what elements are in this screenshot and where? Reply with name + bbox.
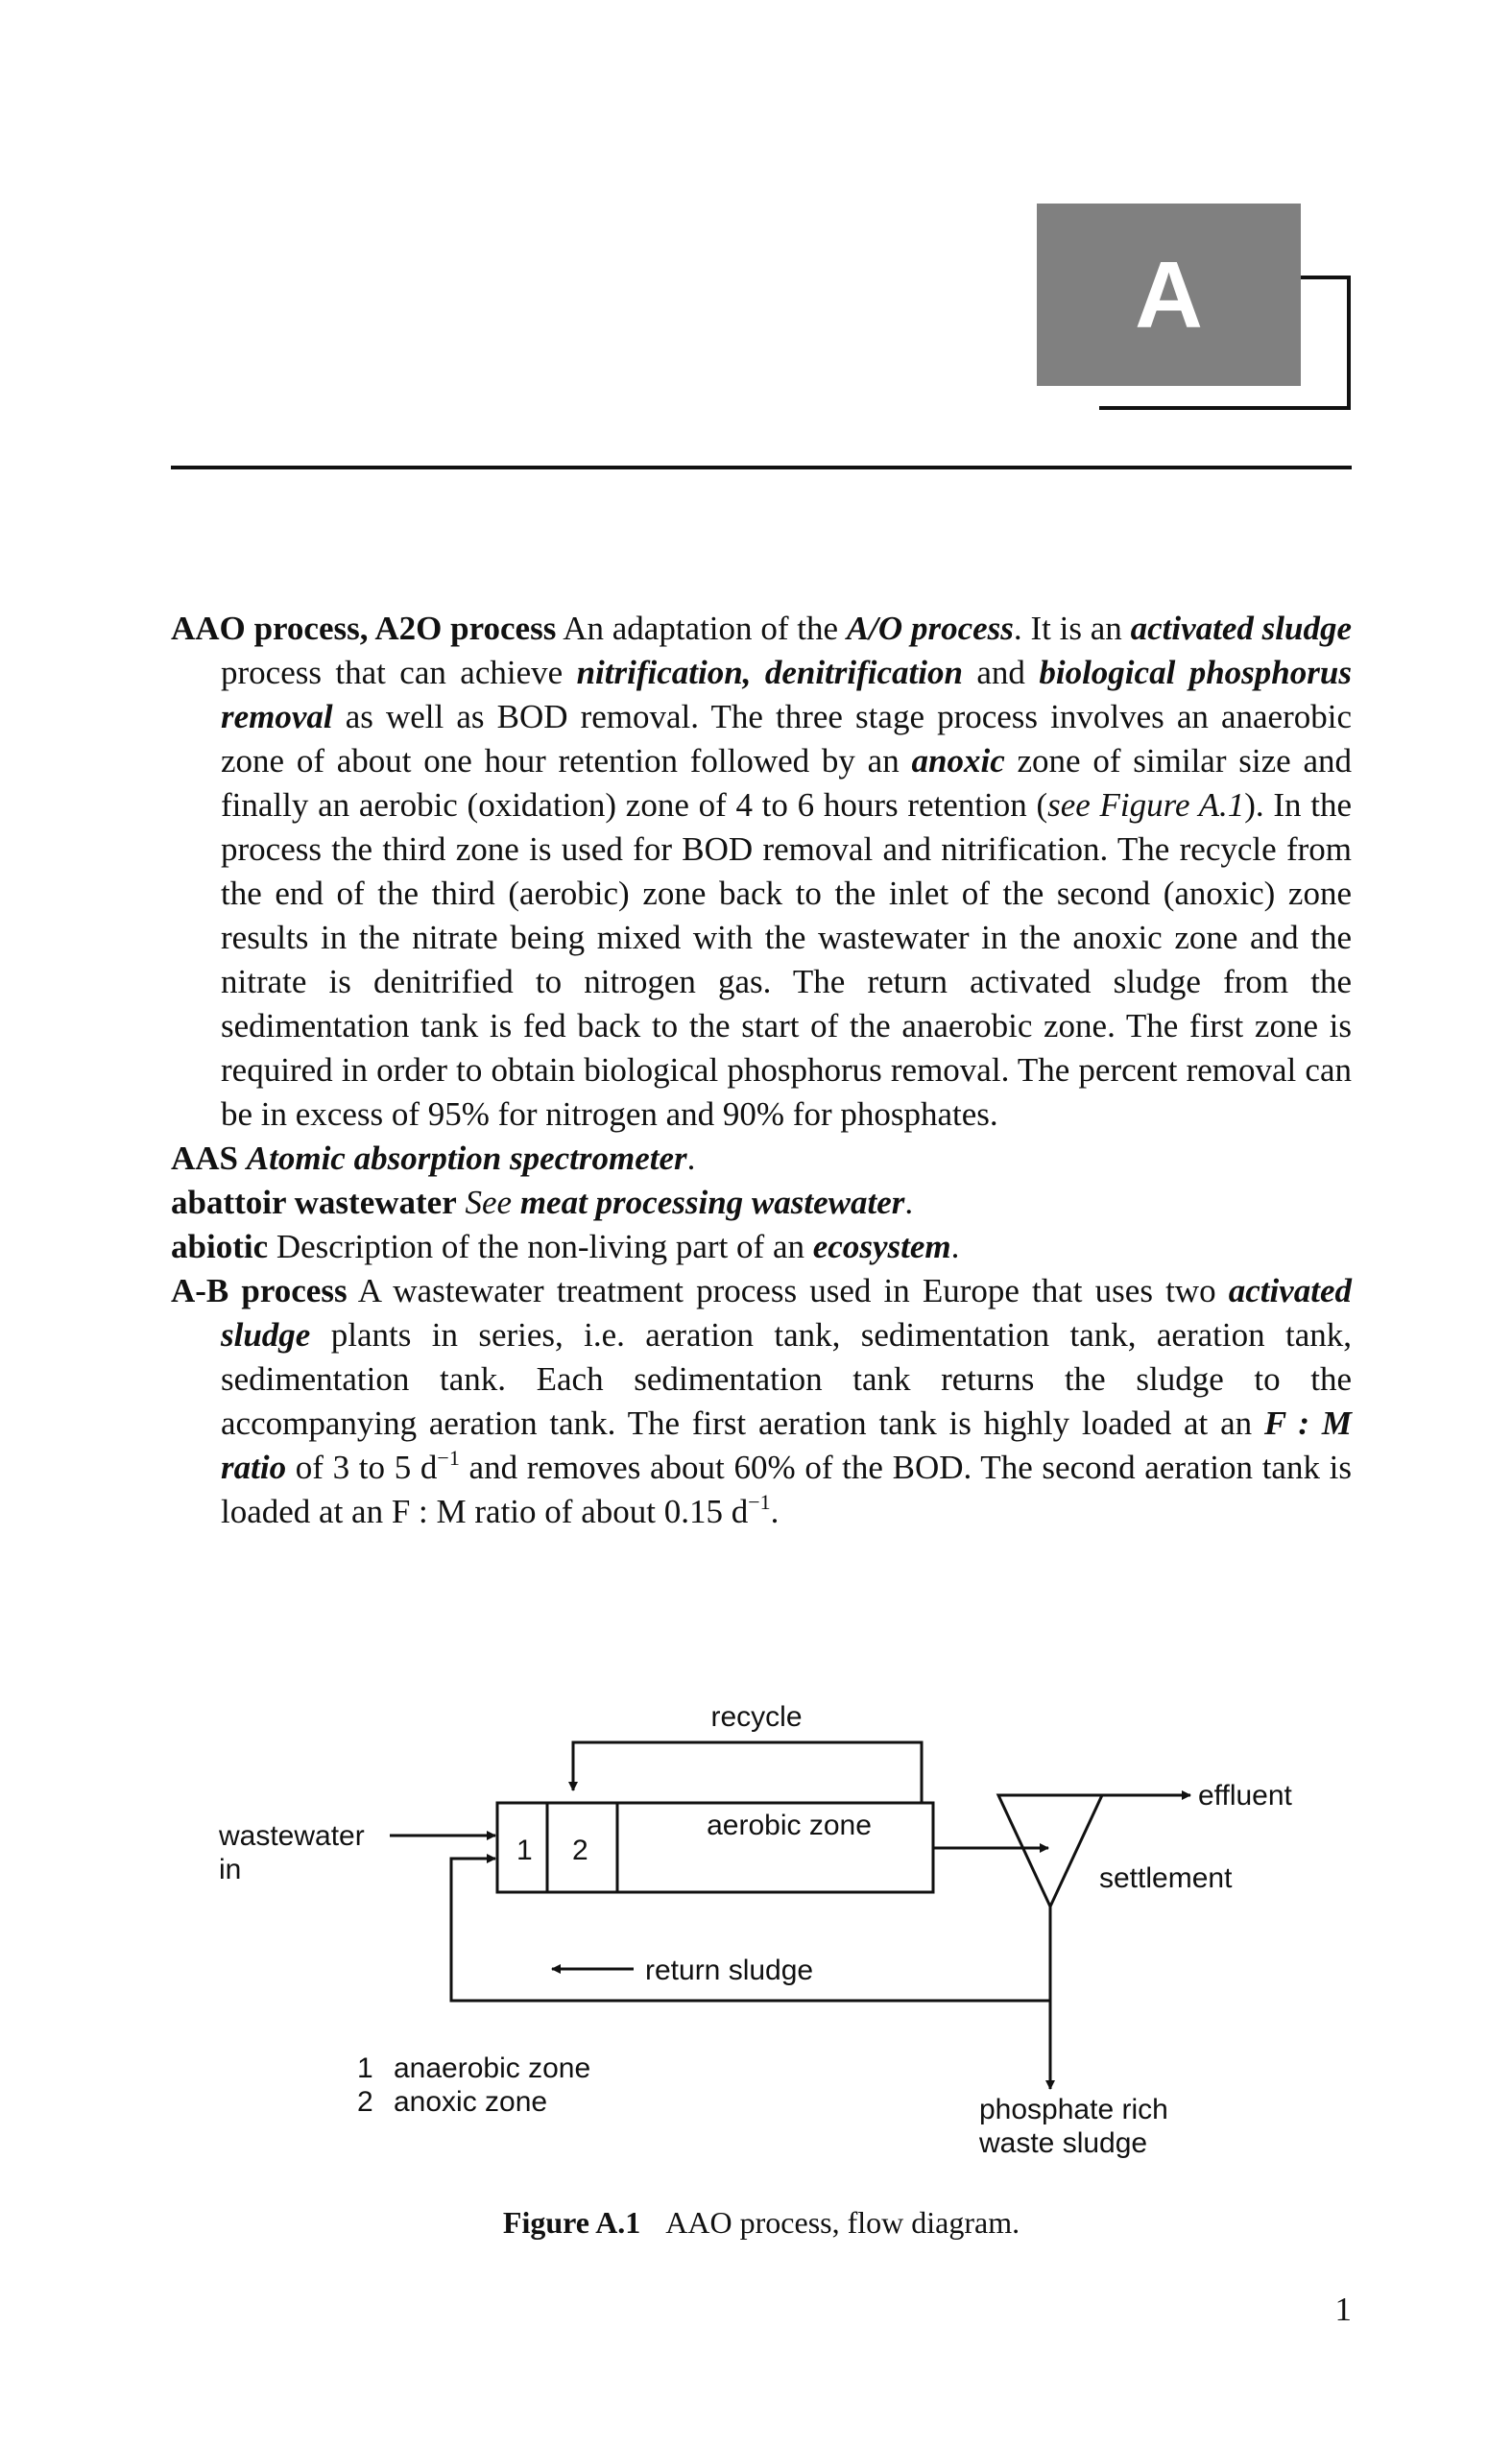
headword: AAS <box>171 1140 239 1177</box>
entry-aas <box>171 1137 1352 1181</box>
settlement-label: settlement <box>1099 1862 1233 1894</box>
legend-2-text: anoxic zone <box>394 2086 548 2118</box>
legend-1-number: 1 <box>357 2052 373 2084</box>
entry-text: . <box>904 1184 914 1221</box>
headword: abiotic <box>171 1228 269 1265</box>
entry-text: zone of similar size and finally an aerobic (oxidation) zone of 4 to 6 hours retention ( <box>221 742 1352 824</box>
cross-reference[interactable]: Atomic absorption spectrometer <box>246 1140 687 1177</box>
zone-2-label: 2 <box>572 1835 588 1866</box>
entry-text: . It is an <box>1013 610 1131 647</box>
figure-reference[interactable]: see Figure A.1 <box>1047 786 1245 824</box>
figure-caption <box>171 2205 1352 2241</box>
effluent-label: effluent <box>1198 1780 1292 1812</box>
entry-text: An adaptation of the <box>556 610 847 647</box>
entry-text: of 3 to 5 d <box>286 1449 438 1486</box>
entries <box>171 607 1352 1534</box>
legend-1-text: anaerobic zone <box>394 2052 591 2084</box>
recycle-arrow <box>573 1742 922 1803</box>
entry-text: A wastewater treatment process used in Europe that uses two <box>347 1272 1229 1309</box>
headword: AAO process, A2O process <box>171 610 557 647</box>
cross-reference[interactable]: F : M ratio <box>221 1404 1352 1486</box>
page-number: 1 <box>1334 2291 1352 2328</box>
entry-text: . <box>770 1493 780 1530</box>
cross-reference[interactable]: ecosystem <box>812 1228 951 1265</box>
cross-reference[interactable]: nitrification, denitrification <box>576 654 963 691</box>
entry-text: and <box>962 654 1040 691</box>
settlement-tank <box>998 1795 1102 1907</box>
cross-reference[interactable]: A/O process <box>846 610 1014 647</box>
cross-reference[interactable]: activated sludge <box>1130 610 1353 647</box>
return-sludge-line <box>451 1859 1050 2001</box>
aeration-tank <box>497 1803 933 1892</box>
waste-sludge-label-2: waste sludge <box>979 2127 1148 2159</box>
cross-reference[interactable]: biological phosphorus removal <box>221 654 1352 735</box>
figure-caption-label: Figure A.1 <box>502 2205 641 2240</box>
entry-text: plants in series, i.e. aeration tank, sedimentation tank, aeration tank, sedimentation tank. Each sedimentation tank returns the sludge to the accompanying aeration tank. The first aeration tank is highly loaded at an <box>221 1316 1352 1442</box>
wastewater-label: wastewater <box>219 1820 365 1852</box>
entry-text: process that can achieve <box>221 654 577 691</box>
aerobic-zone-label: aerobic zone <box>707 1810 872 1841</box>
entry-text: . <box>950 1228 960 1265</box>
entry-text: ). In the process the third zone is used for BOD removal and nitrification. The recycle from the end of the third (aerobic) zone back to the inlet of the second (anoxic) zone results in the nitrate being mixed with the wastewater in the anoxic zone and the nitrate is denitrified to nitrogen gas. The return activated sludge from the sedimentation tank is fed back to the start of the anaerobic zone. The first zone is required in order to obtain biological phosphorus removal. The percent removal can be in excess of 95% for nitrogen and 90% for phosphates. <box>221 786 1352 1133</box>
entry-ab-process <box>171 1269 1352 1534</box>
recycle-label: recycle <box>710 1701 803 1733</box>
cross-reference[interactable]: meat processing wastewater <box>519 1184 905 1221</box>
cross-reference[interactable]: activated sludge <box>221 1272 1352 1354</box>
headword: abattoir wastewater <box>171 1184 457 1221</box>
chapter-letter: A <box>1135 242 1203 348</box>
entry-abiotic <box>171 1225 1352 1269</box>
in-label: in <box>219 1854 242 1885</box>
superscript: −1 <box>437 1446 460 1470</box>
superscript: −1 <box>748 1490 771 1514</box>
entry-text: . <box>686 1140 696 1177</box>
entry-aao-process <box>171 607 1352 1137</box>
headword: A-B process <box>171 1272 348 1309</box>
zone-1-label: 1 <box>516 1835 533 1866</box>
chapter-letter-box <box>1037 204 1301 386</box>
entry-text: and removes about 60% of the BOD. The second aeration tank is loaded at an F : M ratio of about 0.15 d <box>221 1449 1352 1530</box>
see-label: See <box>465 1184 513 1221</box>
figure-caption-text: AAO process, flow diagram. <box>665 2205 1020 2240</box>
return-sludge-label: return sludge <box>645 1955 814 1986</box>
entry-text: Description of the non-living part of an <box>268 1228 813 1265</box>
entry-text: as well as BOD removal. The three stage process involves an anaerobic zone of about one hour retention followed by an <box>221 698 1352 780</box>
chapter-rule <box>171 466 1352 469</box>
entry-abattoir-wastewater <box>171 1181 1352 1225</box>
waste-sludge-label-1: phosphate rich <box>979 2094 1168 2125</box>
legend-2-number: 2 <box>357 2086 373 2118</box>
cross-reference[interactable]: anoxic <box>911 742 1005 780</box>
